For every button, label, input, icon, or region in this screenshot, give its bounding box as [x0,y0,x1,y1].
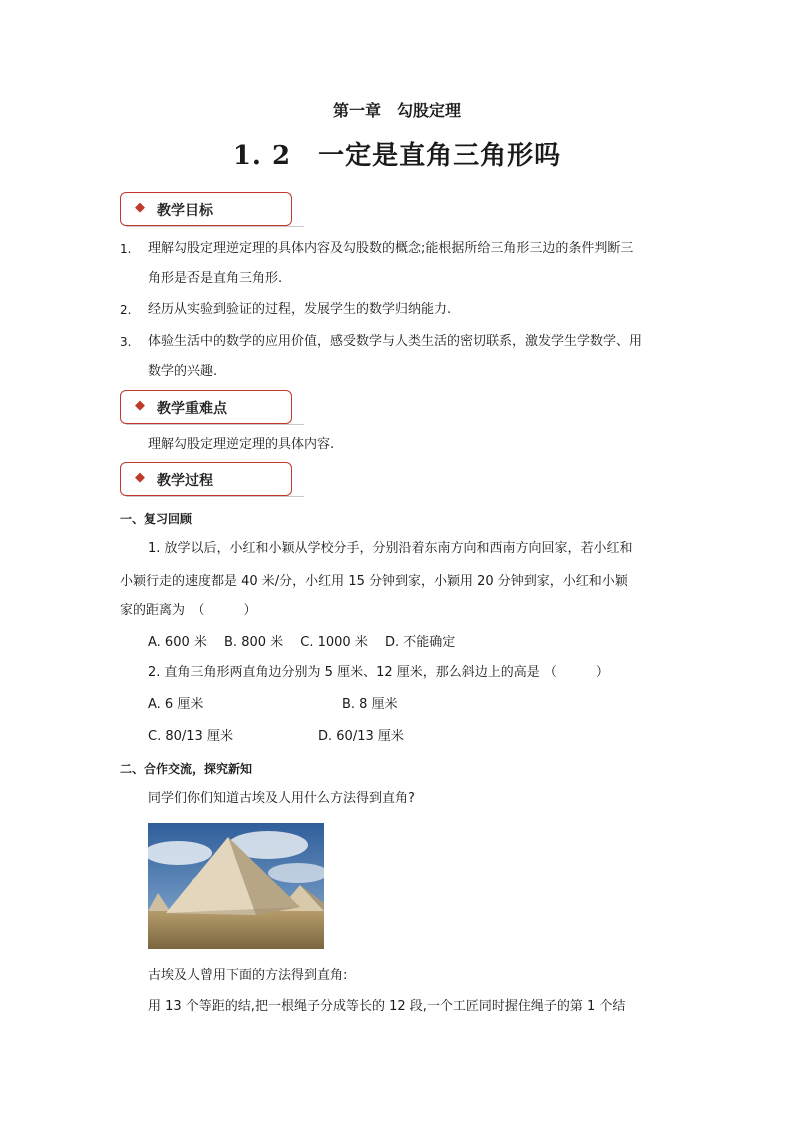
goal-number: 2. [120,303,132,317]
question-2-option-c: C. 80/13 厘米 [148,729,233,744]
question-2-option-a: A. 6 厘米 [148,697,204,712]
goal-text: 角形是否是直角三角形. [148,271,283,286]
question-1-line: 小颖行走的速度都是 40 米/分，小红用 15 分钟到家，小颖用 20 分钟到家，小红和小颖 [120,574,628,589]
question-1-options: A. 600 米 B. 800 米 C. 1000 米 D. 不能确定 [148,635,456,650]
section-label: 教学过程 [157,473,213,489]
chapter-heading: 第一章 勾股定理 [332,101,461,120]
explore-caption: 古埃及人曾用下面的方法得到直角: [148,968,348,983]
diamond-icon: ◆ [135,398,145,413]
goal-text: 经历从实验到验证的过程，发展学生的数学归纳能力. [148,302,452,317]
question-2-option-d: D. 60/13 厘米 [318,729,404,744]
question-2-line: 2. 直角三角形两直角边分别为 5 厘米、12 厘米，那么斜边上的高是 （ ） [148,665,609,680]
goal-text: 数学的兴趣. [148,364,218,379]
goal-number: 1. [120,242,132,256]
question-1-line: 家的距离为 （ ） [120,603,257,618]
explore-question: 同学们你们知道古埃及人用什么方法得到直角? [148,791,415,806]
explore-last-line: 用 13 个等距的结,把一根绳子分成等长的 12 段,一个工匠同时握住绳子的第 1 个结 [148,999,626,1014]
diamond-icon: ◆ [135,200,145,215]
diamond-icon: ◆ [135,470,145,485]
section-label: 教学目标 [157,203,213,219]
goal-text: 体验生活中的数学的应用价值，感受数学与人类生活的密切联系，激发学生学数学、用 [148,334,643,349]
section-underline [126,418,304,425]
pyramid-photo [148,823,324,949]
section-underline [126,490,304,497]
section-underline [126,220,304,227]
goal-text: 理解勾股定理逆定理的具体内容及勾股数的概念;能根据所给三角形三边的条件判断三 [148,241,634,256]
explore-heading: 二、合作交流，探究新知 [120,762,253,776]
goal-number: 3. [120,335,132,349]
key-points-text: 理解勾股定理逆定理的具体内容. [148,437,335,452]
section-label: 教学重难点 [157,401,227,417]
review-heading: 一、复习回顾 [120,512,193,526]
page-title: 1. 2 一定是直角三角形吗 [232,141,562,171]
question-1-line: 1. 放学以后，小红和小颖从学校分手，分别沿着东南方向和西南方向回家，若小红和 [148,541,633,556]
question-2-option-b: B. 8 厘米 [342,697,398,712]
